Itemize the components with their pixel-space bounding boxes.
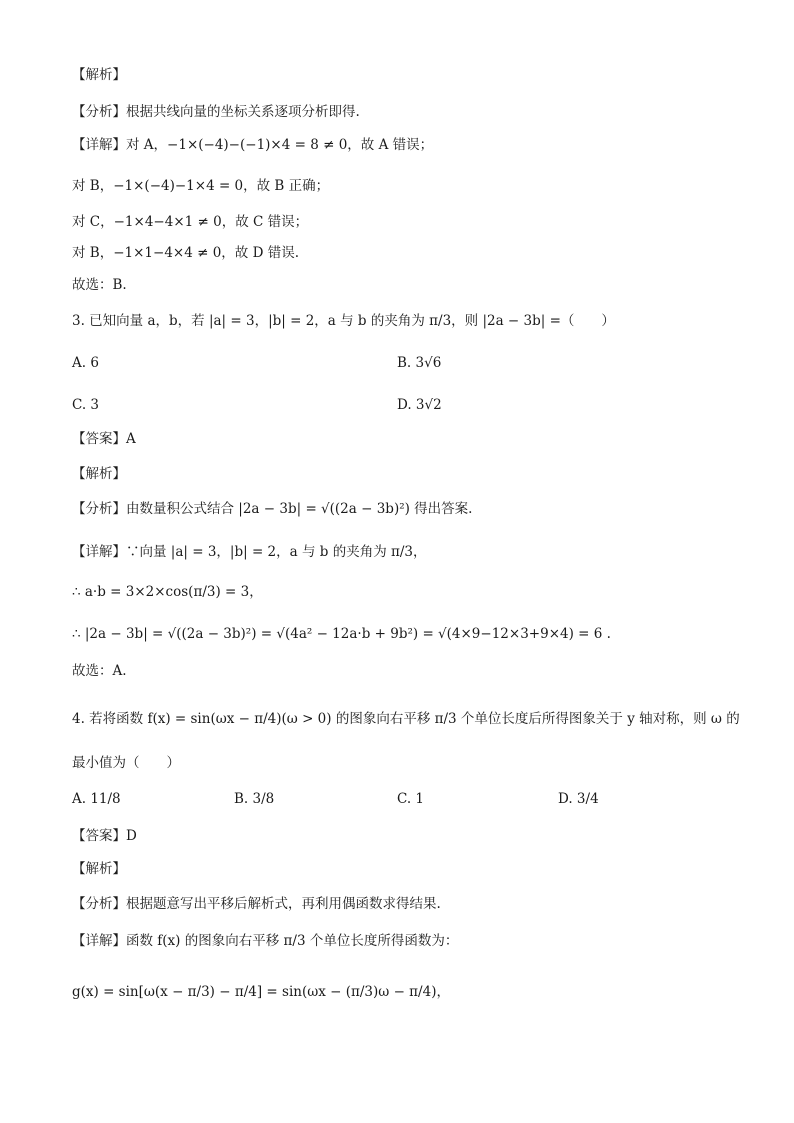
line-answer-choice-b: 故选：B. — [72, 277, 127, 293]
q3-option-a: A. 6 — [72, 355, 99, 371]
question-4-stem: 4. 若将函数 f(x) = sin(ωx − π/4)(ω > 0) 的图象向右平移 π/3 个单位长度后所得图象关于 y 轴对称，则 ω 的 — [72, 711, 740, 727]
q3-jiexi: 【解析】 — [72, 466, 126, 482]
q4-answer: 【答案】D — [72, 828, 137, 844]
q4-xiangjie: 【详解】函数 f(x) 的图象向右平移 π/3 个单位长度所得函数为： — [72, 933, 459, 949]
q4-option-a: A. 11/8 — [72, 791, 121, 807]
q3-answer: 【答案】A — [72, 431, 136, 447]
q3-magnitude-calc: ∴ |2a − 3b| = √((2a − 3b)²) = √(4a² − 12a·b + 9b²) = √(4×9−12×3+9×4) = 6 . — [72, 626, 611, 642]
q4-jiexi: 【解析】 — [72, 861, 126, 877]
q3-choose-a: 故选：A. — [72, 663, 127, 679]
q4-g-function: g(x) = sin[ω(x − π/3) − π/4] = sin(ωx − (π/3)ω − π/4)， — [72, 984, 450, 1000]
q3-xiangjie: 【详解】∵向量 |a| = 3，|b| = 2，a 与 b 的夹角为 π/3， — [72, 544, 427, 560]
line-case-b: 对 B，−1×(−4)−1×4 = 0，故 B 正确； — [72, 178, 330, 194]
line-xiangjie-a: 【详解】对 A，−1×(−4)−(−1)×4 = 8 ≠ 0，故 A 错误； — [72, 137, 434, 153]
line-case-c: 对 C，−1×4−4×1 ≠ 0，故 C 错误； — [72, 214, 309, 230]
q4-option-d: D. 3/4 — [558, 791, 599, 807]
q3-fenxi: 【分析】由数量积公式结合 |2a − 3b| = √((2a − 3b)²) 得出答案. — [72, 501, 473, 517]
line-jiexi-1: 【解析】 — [72, 67, 126, 83]
q3-option-b: B. 3√6 — [397, 355, 442, 371]
q4-option-c: C. 1 — [397, 791, 425, 807]
q4-option-b: B. 3/8 — [234, 791, 275, 807]
line-fenxi-1: 【分析】根据共线向量的坐标关系逐项分析即得. — [72, 104, 360, 120]
question-4-stem-cont: 最小值为（ ） — [72, 755, 180, 771]
q4-fenxi: 【分析】根据题意写出平移后解析式，再利用偶函数求得结果. — [72, 896, 441, 912]
q3-option-c: C. 3 — [72, 397, 100, 413]
question-3-stem: 3. 已知向量 a，b，若 |a| = 3，|b| = 2，a 与 b 的夹角为 π/3，则 |2a − 3b| =（ ） — [72, 313, 615, 329]
line-case-d: 对 B，−1×1−4×4 ≠ 0，故 D 错误. — [72, 245, 299, 261]
q3-option-d: D. 3√2 — [397, 397, 442, 413]
q3-dot-product: ∴ a·b = 3×2×cos(π/3) = 3， — [72, 584, 263, 600]
